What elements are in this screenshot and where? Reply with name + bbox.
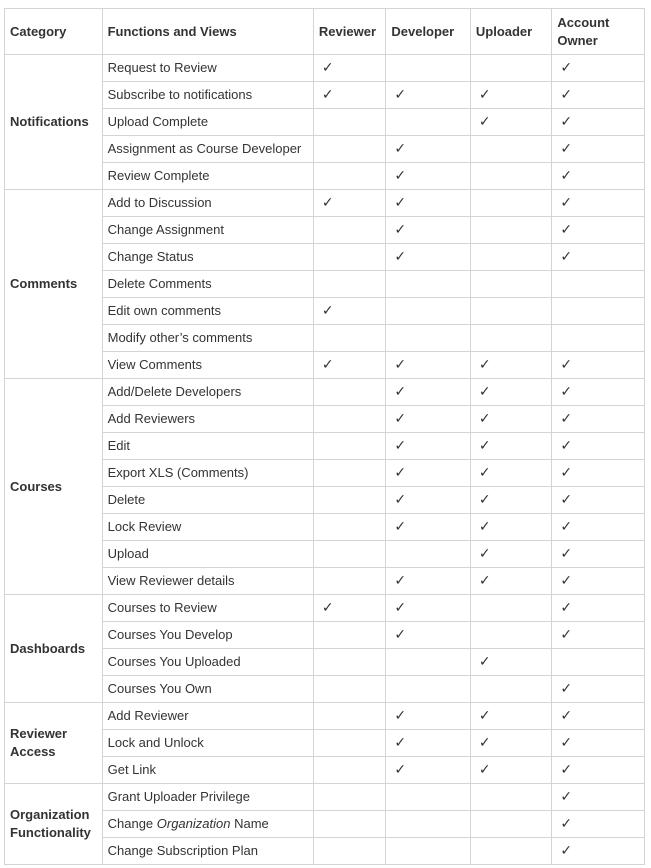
permissions-table bbox=[4, 8, 645, 865]
table-header bbox=[5, 9, 645, 55]
permission-cell-reviewer bbox=[313, 55, 385, 82]
permission-cell-account-owner bbox=[552, 676, 645, 703]
function-cell bbox=[102, 244, 313, 271]
permission-cell-account-owner bbox=[552, 217, 645, 244]
function-label: Edit bbox=[107, 438, 131, 453]
checkmark-icon: ✓ bbox=[560, 222, 573, 238]
permission-cell-reviewer bbox=[313, 82, 385, 109]
checkmark-icon: ✓ bbox=[394, 222, 407, 238]
function-label: Add Reviewer bbox=[107, 708, 189, 723]
table-row bbox=[5, 703, 645, 730]
header-functions-and-views: Functions and Views bbox=[102, 9, 313, 55]
permission-cell-developer bbox=[386, 109, 471, 136]
permission-cell-account-owner bbox=[552, 325, 645, 352]
permission-cell-account-owner bbox=[552, 541, 645, 568]
permission-cell-uploader bbox=[470, 460, 552, 487]
permission-cell-account-owner bbox=[552, 82, 645, 109]
header-account-owner: Account Owner bbox=[552, 9, 645, 55]
checkmark-icon: ✓ bbox=[478, 735, 491, 751]
permission-cell-developer bbox=[386, 703, 471, 730]
permission-cell-reviewer bbox=[313, 190, 385, 217]
checkmark-icon: ✓ bbox=[478, 573, 491, 589]
function-cell bbox=[102, 298, 313, 325]
header-reviewer: Reviewer bbox=[313, 9, 385, 55]
permission-cell-account-owner bbox=[552, 109, 645, 136]
table-row bbox=[5, 784, 645, 811]
permission-cell-account-owner bbox=[552, 163, 645, 190]
function-label: Courses You Develop bbox=[107, 627, 233, 642]
function-cell bbox=[102, 352, 313, 379]
table-row bbox=[5, 379, 645, 406]
permission-cell-developer bbox=[386, 622, 471, 649]
checkmark-icon: ✓ bbox=[560, 60, 573, 76]
permission-cell-reviewer bbox=[313, 271, 385, 298]
checkmark-icon: ✓ bbox=[394, 357, 407, 373]
checkmark-icon: ✓ bbox=[478, 438, 491, 454]
function-label: Add Reviewers bbox=[107, 411, 196, 426]
permission-cell-developer bbox=[386, 325, 471, 352]
permission-cell-developer bbox=[386, 595, 471, 622]
function-label: Name bbox=[230, 816, 269, 831]
checkmark-icon: ✓ bbox=[394, 87, 407, 103]
permission-cell-developer bbox=[386, 487, 471, 514]
checkmark-icon: ✓ bbox=[478, 762, 491, 778]
permission-cell-uploader bbox=[470, 325, 552, 352]
function-label: Courses You Uploaded bbox=[107, 654, 241, 669]
category-cell: Comments bbox=[5, 190, 103, 379]
permission-cell-reviewer bbox=[313, 595, 385, 622]
permission-cell-account-owner bbox=[552, 136, 645, 163]
checkmark-icon: ✓ bbox=[394, 141, 407, 157]
permission-cell-account-owner bbox=[552, 190, 645, 217]
permission-cell-reviewer bbox=[313, 784, 385, 811]
checkmark-icon: ✓ bbox=[560, 600, 573, 616]
function-label: Delete bbox=[107, 492, 146, 507]
checkmark-icon: ✓ bbox=[560, 735, 573, 751]
checkmark-icon: ✓ bbox=[560, 87, 573, 103]
checkmark-icon: ✓ bbox=[321, 87, 334, 103]
function-label-italic: Organization bbox=[156, 816, 231, 831]
permission-cell-reviewer bbox=[313, 838, 385, 865]
permission-cell-developer bbox=[386, 514, 471, 541]
permission-cell-uploader bbox=[470, 784, 552, 811]
permission-cell-developer bbox=[386, 433, 471, 460]
function-label: Change Assignment bbox=[107, 222, 224, 237]
function-label: Request to Review bbox=[107, 60, 217, 75]
permission-cell-reviewer bbox=[313, 217, 385, 244]
permission-cell-developer bbox=[386, 55, 471, 82]
checkmark-icon: ✓ bbox=[394, 762, 407, 778]
permission-cell-account-owner bbox=[552, 271, 645, 298]
checkmark-icon: ✓ bbox=[560, 492, 573, 508]
checkmark-icon: ✓ bbox=[560, 141, 573, 157]
checkmark-icon: ✓ bbox=[394, 438, 407, 454]
function-cell bbox=[102, 703, 313, 730]
function-cell bbox=[102, 730, 313, 757]
table-body bbox=[5, 55, 645, 865]
checkmark-icon: ✓ bbox=[560, 546, 573, 562]
function-cell bbox=[102, 487, 313, 514]
checkmark-icon: ✓ bbox=[560, 762, 573, 778]
permission-cell-developer bbox=[386, 649, 471, 676]
checkmark-icon: ✓ bbox=[394, 168, 407, 184]
header-category: Category bbox=[5, 9, 103, 55]
checkmark-icon: ✓ bbox=[394, 627, 407, 643]
permission-cell-uploader bbox=[470, 811, 552, 838]
header-uploader: Uploader bbox=[470, 9, 552, 55]
function-label: Modify other’s comments bbox=[107, 330, 253, 345]
permission-cell-developer bbox=[386, 298, 471, 325]
function-label: Lock and Unlock bbox=[107, 735, 204, 750]
permission-cell-uploader bbox=[470, 379, 552, 406]
checkmark-icon: ✓ bbox=[560, 816, 573, 832]
checkmark-icon: ✓ bbox=[321, 303, 334, 319]
function-label: Delete Comments bbox=[107, 276, 212, 291]
permission-cell-developer bbox=[386, 271, 471, 298]
checkmark-icon: ✓ bbox=[478, 708, 491, 724]
function-label: Add to Discussion bbox=[107, 195, 212, 210]
function-cell bbox=[102, 595, 313, 622]
category-cell: Dashboards bbox=[5, 595, 103, 703]
permission-cell-uploader bbox=[470, 352, 552, 379]
permission-cell-account-owner bbox=[552, 514, 645, 541]
permission-cell-uploader bbox=[470, 190, 552, 217]
function-cell bbox=[102, 82, 313, 109]
permission-cell-developer bbox=[386, 352, 471, 379]
permission-cell-account-owner bbox=[552, 703, 645, 730]
permission-cell-developer bbox=[386, 784, 471, 811]
category-cell: Reviewer Access bbox=[5, 703, 103, 784]
permission-cell-developer bbox=[386, 460, 471, 487]
permission-cell-developer bbox=[386, 190, 471, 217]
function-cell bbox=[102, 649, 313, 676]
table-row bbox=[5, 595, 645, 622]
function-cell bbox=[102, 784, 313, 811]
permission-cell-reviewer bbox=[313, 757, 385, 784]
checkmark-icon: ✓ bbox=[394, 708, 407, 724]
header-developer: Developer bbox=[386, 9, 471, 55]
permission-cell-reviewer bbox=[313, 676, 385, 703]
function-label: Change Subscription Plan bbox=[107, 843, 258, 858]
permission-cell-developer bbox=[386, 757, 471, 784]
permission-cell-reviewer bbox=[313, 433, 385, 460]
checkmark-icon: ✓ bbox=[478, 465, 491, 481]
checkmark-icon: ✓ bbox=[394, 519, 407, 535]
permission-cell-account-owner bbox=[552, 379, 645, 406]
function-label: Get Link bbox=[107, 762, 157, 777]
checkmark-icon: ✓ bbox=[478, 384, 491, 400]
function-label: Assignment as Course Developer bbox=[107, 141, 302, 156]
function-label: Courses to Review bbox=[107, 600, 217, 615]
permission-cell-account-owner bbox=[552, 649, 645, 676]
permission-cell-reviewer bbox=[313, 163, 385, 190]
permission-cell-account-owner bbox=[552, 838, 645, 865]
permission-cell-account-owner bbox=[552, 757, 645, 784]
function-cell bbox=[102, 460, 313, 487]
permission-cell-developer bbox=[386, 676, 471, 703]
permission-cell-reviewer bbox=[313, 244, 385, 271]
checkmark-icon: ✓ bbox=[394, 735, 407, 751]
permission-cell-uploader bbox=[470, 136, 552, 163]
permission-cell-uploader bbox=[470, 649, 552, 676]
function-label: View Comments bbox=[107, 357, 203, 372]
permission-cell-uploader bbox=[470, 487, 552, 514]
checkmark-icon: ✓ bbox=[478, 546, 491, 562]
function-cell bbox=[102, 55, 313, 82]
permission-cell-developer bbox=[386, 568, 471, 595]
permission-cell-uploader bbox=[470, 595, 552, 622]
function-label: Export XLS (Comments) bbox=[107, 465, 249, 480]
permission-cell-developer bbox=[386, 406, 471, 433]
function-label: Lock Review bbox=[107, 519, 182, 534]
checkmark-icon: ✓ bbox=[394, 600, 407, 616]
permission-cell-uploader bbox=[470, 271, 552, 298]
checkmark-icon: ✓ bbox=[560, 843, 573, 859]
permission-cell-reviewer bbox=[313, 514, 385, 541]
function-cell bbox=[102, 757, 313, 784]
permission-cell-uploader bbox=[470, 541, 552, 568]
permission-cell-reviewer bbox=[313, 541, 385, 568]
checkmark-icon: ✓ bbox=[394, 465, 407, 481]
checkmark-icon: ✓ bbox=[478, 519, 491, 535]
permission-cell-uploader bbox=[470, 838, 552, 865]
checkmark-icon: ✓ bbox=[560, 384, 573, 400]
permission-cell-uploader bbox=[470, 703, 552, 730]
checkmark-icon: ✓ bbox=[560, 627, 573, 643]
permission-cell-uploader bbox=[470, 217, 552, 244]
permission-cell-developer bbox=[386, 136, 471, 163]
checkmark-icon: ✓ bbox=[560, 114, 573, 130]
permission-cell-developer bbox=[386, 82, 471, 109]
permission-cell-reviewer bbox=[313, 460, 385, 487]
permission-cell-developer bbox=[386, 541, 471, 568]
permission-cell-reviewer bbox=[313, 352, 385, 379]
permission-cell-uploader bbox=[470, 676, 552, 703]
permission-cell-uploader bbox=[470, 244, 552, 271]
checkmark-icon: ✓ bbox=[560, 195, 573, 211]
permission-cell-uploader bbox=[470, 298, 552, 325]
checkmark-icon: ✓ bbox=[321, 195, 334, 211]
permission-cell-account-owner bbox=[552, 811, 645, 838]
function-cell bbox=[102, 811, 313, 838]
checkmark-icon: ✓ bbox=[560, 249, 573, 265]
permission-cell-account-owner bbox=[552, 460, 645, 487]
function-label: Courses You Own bbox=[107, 681, 212, 696]
function-cell bbox=[102, 217, 313, 244]
permission-cell-uploader bbox=[470, 55, 552, 82]
permission-cell-reviewer bbox=[313, 298, 385, 325]
checkmark-icon: ✓ bbox=[478, 654, 491, 670]
function-label: Add/Delete Developers bbox=[107, 384, 242, 399]
permission-cell-developer bbox=[386, 379, 471, 406]
checkmark-icon: ✓ bbox=[560, 168, 573, 184]
permission-cell-account-owner bbox=[552, 298, 645, 325]
checkmark-icon: ✓ bbox=[394, 492, 407, 508]
function-cell bbox=[102, 271, 313, 298]
function-cell bbox=[102, 406, 313, 433]
function-label: Change bbox=[107, 816, 157, 831]
checkmark-icon: ✓ bbox=[321, 357, 334, 373]
checkmark-icon: ✓ bbox=[560, 789, 573, 805]
function-cell bbox=[102, 379, 313, 406]
category-cell: Courses bbox=[5, 379, 103, 595]
function-cell bbox=[102, 325, 313, 352]
checkmark-icon: ✓ bbox=[394, 249, 407, 265]
function-cell bbox=[102, 514, 313, 541]
function-cell bbox=[102, 109, 313, 136]
permission-cell-reviewer bbox=[313, 379, 385, 406]
function-label: Edit own comments bbox=[107, 303, 222, 318]
permission-cell-reviewer bbox=[313, 649, 385, 676]
checkmark-icon: ✓ bbox=[394, 195, 407, 211]
checkmark-icon: ✓ bbox=[394, 384, 407, 400]
checkmark-icon: ✓ bbox=[560, 411, 573, 427]
checkmark-icon: ✓ bbox=[394, 573, 407, 589]
permission-cell-developer bbox=[386, 730, 471, 757]
function-cell bbox=[102, 676, 313, 703]
permission-cell-uploader bbox=[470, 757, 552, 784]
permission-cell-reviewer bbox=[313, 622, 385, 649]
checkmark-icon: ✓ bbox=[560, 708, 573, 724]
checkmark-icon: ✓ bbox=[560, 438, 573, 454]
function-label: Upload bbox=[107, 546, 149, 561]
permission-cell-developer bbox=[386, 811, 471, 838]
function-label: View Reviewer details bbox=[107, 573, 235, 588]
permission-cell-account-owner bbox=[552, 595, 645, 622]
permission-cell-account-owner bbox=[552, 433, 645, 460]
function-label: Subscribe to notifications bbox=[107, 87, 253, 102]
permission-cell-account-owner bbox=[552, 244, 645, 271]
permission-cell-reviewer bbox=[313, 568, 385, 595]
permission-cell-account-owner bbox=[552, 622, 645, 649]
checkmark-icon: ✓ bbox=[560, 573, 573, 589]
permission-cell-account-owner bbox=[552, 730, 645, 757]
permission-cell-uploader bbox=[470, 109, 552, 136]
permission-cell-reviewer bbox=[313, 730, 385, 757]
permission-cell-reviewer bbox=[313, 703, 385, 730]
permission-cell-account-owner bbox=[552, 784, 645, 811]
checkmark-icon: ✓ bbox=[478, 357, 491, 373]
category-cell: Notifications bbox=[5, 55, 103, 190]
function-cell bbox=[102, 838, 313, 865]
permission-cell-reviewer bbox=[313, 487, 385, 514]
permission-cell-uploader bbox=[470, 406, 552, 433]
permission-cell-developer bbox=[386, 244, 471, 271]
checkmark-icon: ✓ bbox=[478, 411, 491, 427]
function-cell bbox=[102, 136, 313, 163]
function-label: Change Status bbox=[107, 249, 194, 264]
permission-cell-developer bbox=[386, 163, 471, 190]
permission-cell-account-owner bbox=[552, 55, 645, 82]
function-cell bbox=[102, 622, 313, 649]
permission-cell-uploader bbox=[470, 163, 552, 190]
checkmark-icon: ✓ bbox=[560, 519, 573, 535]
checkmark-icon: ✓ bbox=[560, 681, 573, 697]
permission-cell-account-owner bbox=[552, 352, 645, 379]
permission-cell-account-owner bbox=[552, 406, 645, 433]
permission-cell-account-owner bbox=[552, 487, 645, 514]
function-label: Grant Uploader Privilege bbox=[107, 789, 250, 804]
checkmark-icon: ✓ bbox=[560, 357, 573, 373]
permission-cell-uploader bbox=[470, 568, 552, 595]
permission-cell-developer bbox=[386, 217, 471, 244]
function-cell bbox=[102, 433, 313, 460]
function-cell bbox=[102, 541, 313, 568]
table-row bbox=[5, 55, 645, 82]
checkmark-icon: ✓ bbox=[560, 465, 573, 481]
permission-cell-reviewer bbox=[313, 811, 385, 838]
header-row bbox=[5, 9, 645, 55]
function-cell bbox=[102, 163, 313, 190]
permission-cell-uploader bbox=[470, 622, 552, 649]
function-cell bbox=[102, 190, 313, 217]
function-label: Review Complete bbox=[107, 168, 210, 183]
permission-cell-uploader bbox=[470, 433, 552, 460]
category-cell: Organization Functionality bbox=[5, 784, 103, 865]
checkmark-icon: ✓ bbox=[478, 87, 491, 103]
checkmark-icon: ✓ bbox=[478, 492, 491, 508]
permission-cell-reviewer bbox=[313, 109, 385, 136]
permission-cell-reviewer bbox=[313, 325, 385, 352]
permission-cell-developer bbox=[386, 838, 471, 865]
checkmark-icon: ✓ bbox=[321, 60, 334, 76]
permission-cell-account-owner bbox=[552, 568, 645, 595]
checkmark-icon: ✓ bbox=[321, 600, 334, 616]
permission-cell-uploader bbox=[470, 82, 552, 109]
permission-cell-reviewer bbox=[313, 406, 385, 433]
permission-cell-uploader bbox=[470, 730, 552, 757]
checkmark-icon: ✓ bbox=[394, 411, 407, 427]
permission-cell-uploader bbox=[470, 514, 552, 541]
function-cell bbox=[102, 568, 313, 595]
permission-cell-reviewer bbox=[313, 136, 385, 163]
function-label: Upload Complete bbox=[107, 114, 209, 129]
table-row bbox=[5, 190, 645, 217]
checkmark-icon: ✓ bbox=[478, 114, 491, 130]
